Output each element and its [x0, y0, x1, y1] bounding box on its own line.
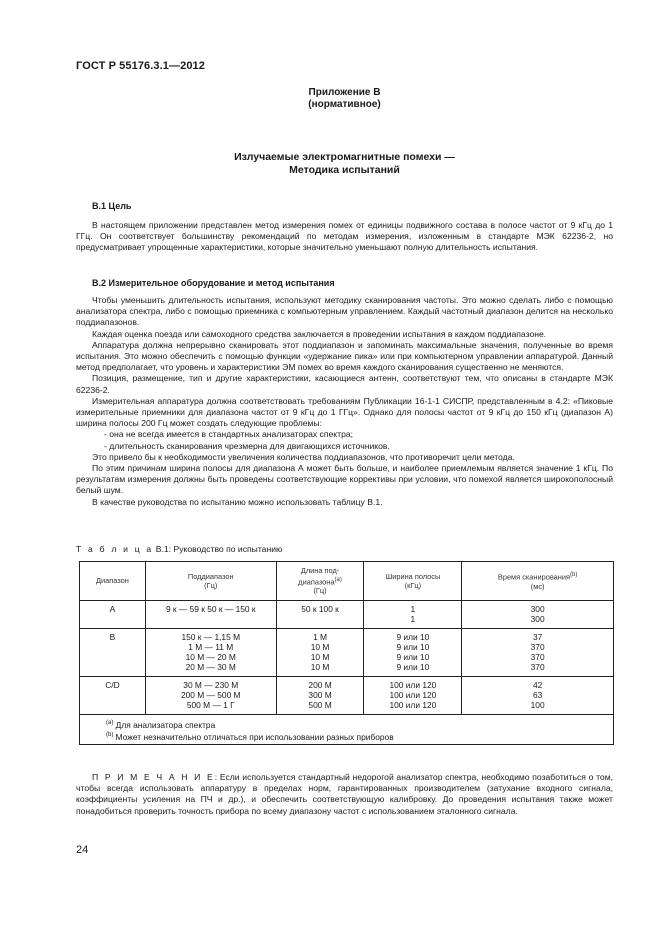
table-caption [76, 544, 282, 554]
paragraph: В качестве руководства по испытанию можно использовать таблицу В.1. [92, 496, 383, 507]
cell-scan-time: 42 63 100 [462, 677, 614, 715]
paragraph: Каждая оценка поезда или самоходного средства заключается в проведении испытания в каждом поддиапазоне. [92, 328, 547, 339]
note-prefix: П Р И М Е Ч А Н И Е [92, 772, 215, 782]
header-bandwidth: Ширина полосы (кГц) [364, 562, 462, 601]
cell-subrange: 150 к — 1,15 М 1 М — 11 М 10 М — 20 М 20 М — 30 М [145, 629, 276, 677]
annex-title: Приложение В [308, 87, 381, 98]
cell-length: 1 М 10 М 10 М 10 М [276, 629, 364, 677]
header-subrange: Поддиапазон (Гц) [145, 562, 276, 601]
cell-length: 50 к 100 к [276, 601, 364, 629]
cell-range: С/D [80, 677, 146, 715]
cell-range: В [80, 629, 146, 677]
header-range: Диапазон [80, 562, 146, 601]
note-text: : Если используется стандартный недорогой анализатор спектра, необходимо позаботиться о том, чтобы всегда использовать аппаратуру в пределах норм, гарантированных производителем (затухание входного сигнала, коэффициенты усиления на ПЧ и др.), и обеспечить соответствующую калибровку. До проведения испытания также может понадобиться проверить точность прибора по всему диапазону частот с использованием эталонного сигнала. [76, 772, 613, 816]
annex-status: (нормативное) [308, 99, 381, 110]
header-scan-time: Время сканирования$^{(b)}$ (мс) [462, 562, 614, 601]
paragraph: В настоящем приложении представлен метод измерения помех от единицы подвижного состава в полосе частот от 9 кГц до 1 ГГц. Он соответствует большинству рекомендаций по методам измерения, изложенным в стандарте МЭК 62236-2, но предусматривает упрощенные характеристики, которые значительно уменьшают полную длительность испытания. [76, 220, 613, 253]
header-subrange-length: Длина под- диапазона$^{(а)}$ (Гц) [276, 562, 364, 601]
section-b1-body [76, 220, 613, 254]
cell-bandwidth: 1 1 [364, 601, 462, 629]
table-caption-prefix: Т а б л и ц а [76, 544, 154, 554]
cell-scan-time: 300 300 [462, 601, 614, 629]
footnote-a: $^{(a)}$ Для анализатора спектра [106, 719, 216, 730]
page-number: 24 [76, 844, 89, 856]
standard-header: ГОСТ Р 55176.3.1—2012 [76, 60, 205, 72]
list-item: - она не всегда имеется в стандартных анализаторах спектра; [104, 429, 354, 440]
cell-subrange: 9 к — 59 к 50 к — 150 к [145, 601, 276, 629]
test-guide-table [79, 561, 614, 745]
list-item: - длительность сканирования чрезмерна для двигающихся источников. [104, 440, 390, 451]
paragraph: Измерительная аппаратура должна соответствовать требованиям Публикации 16-1-1 СИСПР, представленным в 4.2: «Пиковые измерительные приемники для диапазона частот от 9 кГц до 1 ГГц». Однако для полосы частот от 9 кГц до 150 кГц (диапазон А) ширина полосы 200 Гц может создать следующие проблемы: [76, 395, 613, 429]
section-title-line1: Излучаемые электромагнитные помехи — [234, 151, 455, 163]
paragraph: Чтобы уменьшить длительность испытания, используют методику сканирования частоты. Это можно сделать либо с помощью анализатора спектра, либо с помощью приемника с компьютерным управлением. Каждый частотный диапазон делится на несколько поддиапазонов. [76, 295, 613, 328]
cell-subrange: 30 М — 230 М 200 М — 500 М 500 М — 1 Г [145, 677, 276, 715]
paragraph: По этим причинам ширина полосы для диапазона А может быть больше, и наиболее приемлемым является значение 1 кГц. По результатам измерения должны быть проведены соответствующие коррективы при условии, что помехой является широкополосный белый шум. [76, 463, 613, 496]
paragraph: Это привело бы к необходимости увеличения количества поддиапазонов, что противоречит цели метода. [92, 451, 515, 462]
section-title-line2: Методика испытаний [289, 164, 400, 176]
footnote-b: $^{(b)}$ Может незначительно отличаться при использовании разных приборов [106, 731, 394, 742]
table-caption-text: В.1: Руководство по испытанию [153, 544, 283, 554]
section-heading-b1: В.1 Цель [92, 201, 132, 211]
cell-scan-time: 37 370 370 370 [462, 629, 614, 677]
cell-range: А [80, 601, 146, 629]
paragraph: Аппаратура должна непрерывно сканировать этот поддиапазон и запоминать максимальные значения, полученные во время испытания. Это можно обеспечить с помощью функции «удержание пика» или при компьютерном управлении аппаратурой. Данный метод предполагает, что уровень и характеристики ЭМ помех во время каждого сканирования существенно не меняются. [76, 339, 613, 373]
table-header-row [80, 562, 614, 601]
section-heading-b2: В.2 Измерительное оборудование и метод испытания [92, 278, 335, 288]
table-row [80, 677, 614, 715]
table-footnotes [80, 715, 614, 745]
cell-length: 200 М 300 М 500 М [276, 677, 364, 715]
table-row [80, 601, 614, 629]
table-row [80, 629, 614, 677]
cell-bandwidth: 100 или 120 100 или 120 100 или 120 [364, 677, 462, 715]
table-footnotes-row [80, 715, 614, 745]
section-b2-body [76, 295, 613, 508]
paragraph: Позиция, размещение, тип и другие характеристики, касающиеся антенн, соответствуют тем, что описаны в стандарте МЭК 62236-2. [76, 373, 613, 395]
cell-bandwidth: 9 или 10 9 или 10 9 или 10 9 или 10 [364, 629, 462, 677]
note-paragraph [76, 772, 613, 817]
